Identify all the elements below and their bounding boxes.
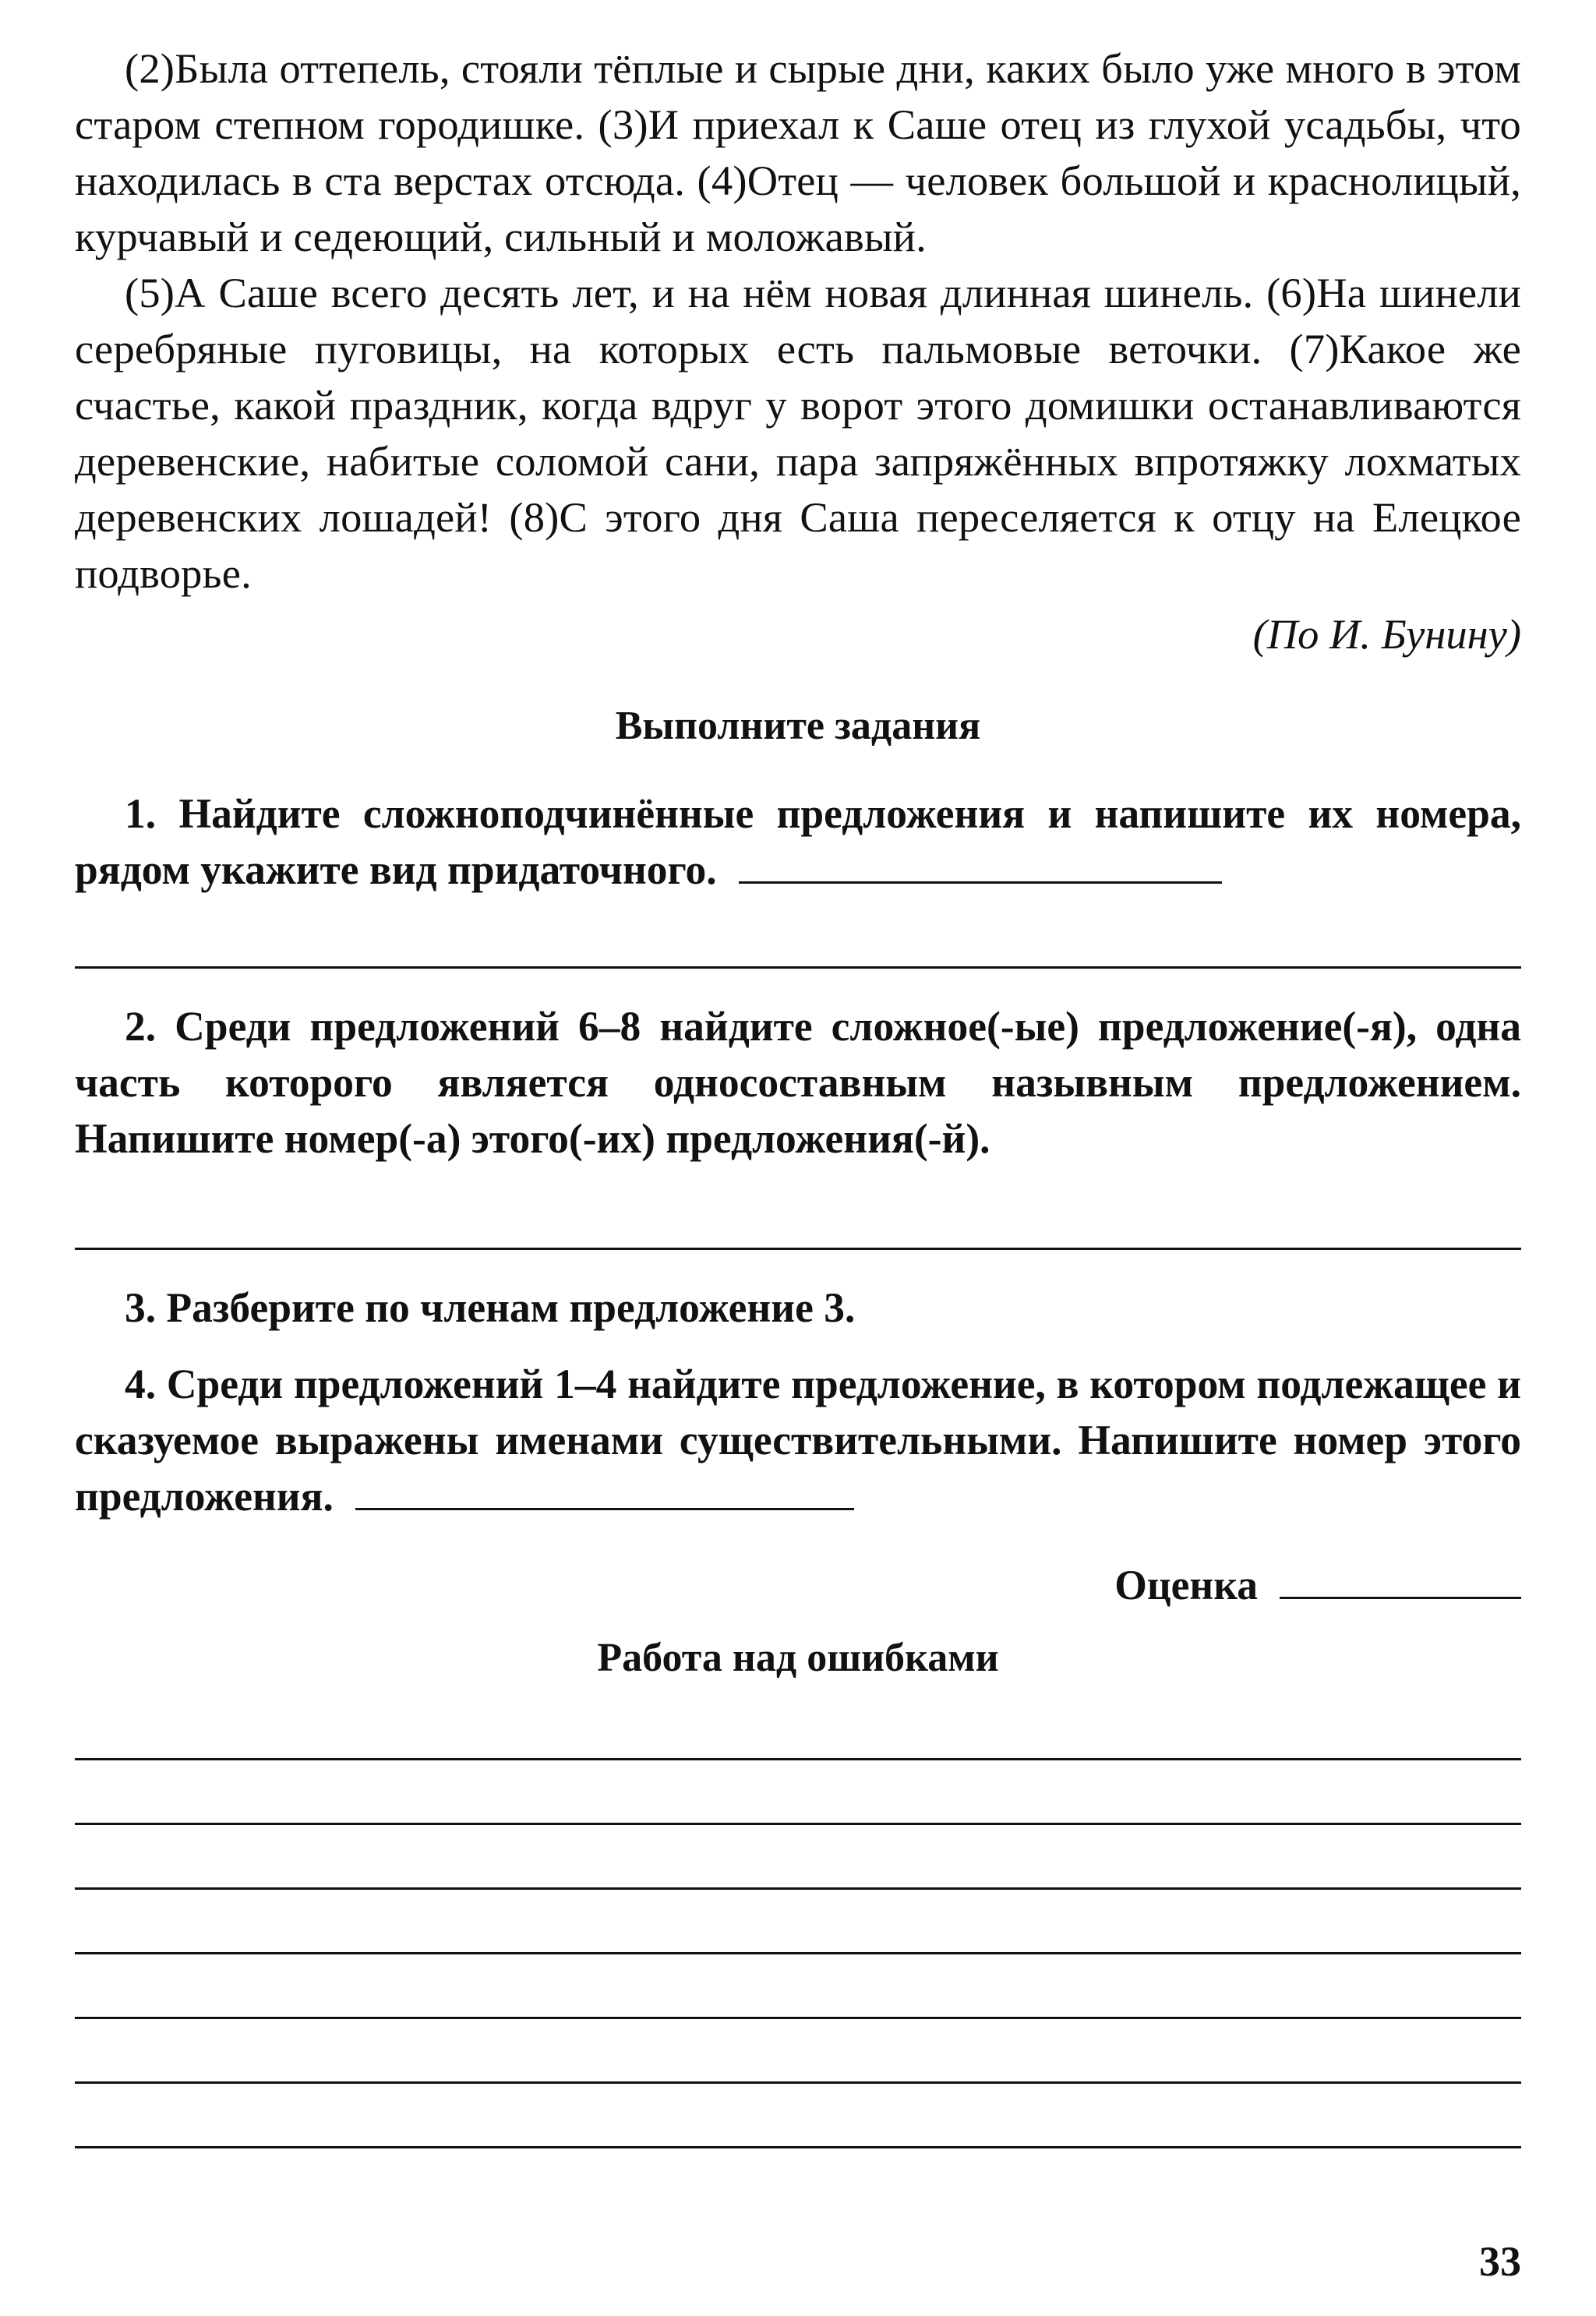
error-correction-heading: Работа над ошибками xyxy=(597,1636,999,1680)
task-1-answer-line-2[interactable] xyxy=(75,966,1521,969)
error-correction-line[interactable] xyxy=(75,1952,1521,1954)
page-number: 33 xyxy=(1479,2238,1521,2285)
task-1-text: 1. Найдите сложноподчинённые предложения и напишите их номера, рядом укажите вид придаточного. xyxy=(75,790,1521,893)
task-1-answer-line[interactable] xyxy=(739,874,1222,884)
error-correction-line[interactable] xyxy=(75,2146,1521,2148)
error-correction-line[interactable] xyxy=(75,2081,1521,2084)
task-4 xyxy=(75,1356,1521,1524)
task-2-answer-line[interactable] xyxy=(75,1248,1521,1250)
grade-row xyxy=(75,1557,1521,1613)
grade-label: Оценка xyxy=(1114,1562,1258,1608)
task-4-text: 4. Среди предложений 1–4 найдите предложение, в котором подлежащее и сказуемое выражены именами существительными. Напишите номер этого предложения. xyxy=(75,1361,1521,1520)
task-1 xyxy=(75,786,1521,898)
grade-answer-line[interactable] xyxy=(1280,1589,1521,1599)
source-attribution: (По И. Бунину) xyxy=(1252,610,1521,658)
error-correction-line[interactable] xyxy=(75,1823,1521,1825)
error-correction-lines xyxy=(75,1758,1521,2148)
text-paragraph-1: (2)Была оттепель, стояли тёплые и сырые дни, каких было уже много в этом старом степном городишке. (3)И приехал к Саше отец из глухой усадьбы, что находилась в ста верстах отсюда. (4)Отец — человек большой и краснолицый, курчавый и седеющий, сильный и моложавый. xyxy=(75,44,1521,260)
error-correction-line[interactable] xyxy=(75,2017,1521,2019)
error-correction-line[interactable] xyxy=(75,1887,1521,1890)
text-paragraph-2: (5)А Саше всего десять лет, и на нём новая длинная шинель. (6)На шинели серебряные пуговицы, на которых есть пальмовые веточки. (7)Какое же счастье, какой праздник, когда вдруг у ворот этого домишки останавливаются деревенские, набитые соломой сани, пара запряжённых впротяжку лохматых деревенских лошадей! (8)С этого дня Саша переселяется к отцу на Елецкое подворье. xyxy=(75,269,1521,597)
task-4-answer-line[interactable] xyxy=(355,1500,854,1510)
tasks-heading: Выполните задания xyxy=(615,704,981,748)
page-content xyxy=(75,41,1521,2148)
error-correction-line[interactable] xyxy=(75,1758,1521,1760)
task-2: 2. Среди предложений 6–8 найдите сложное(-ые) предложение(-я), одна часть которого является односоставным назывным предложением. Напишите номер(-а) этого(-их) предложения(-й). xyxy=(75,1003,1521,1162)
task-3: 3. Разберите по членам предложение 3. xyxy=(125,1284,856,1331)
